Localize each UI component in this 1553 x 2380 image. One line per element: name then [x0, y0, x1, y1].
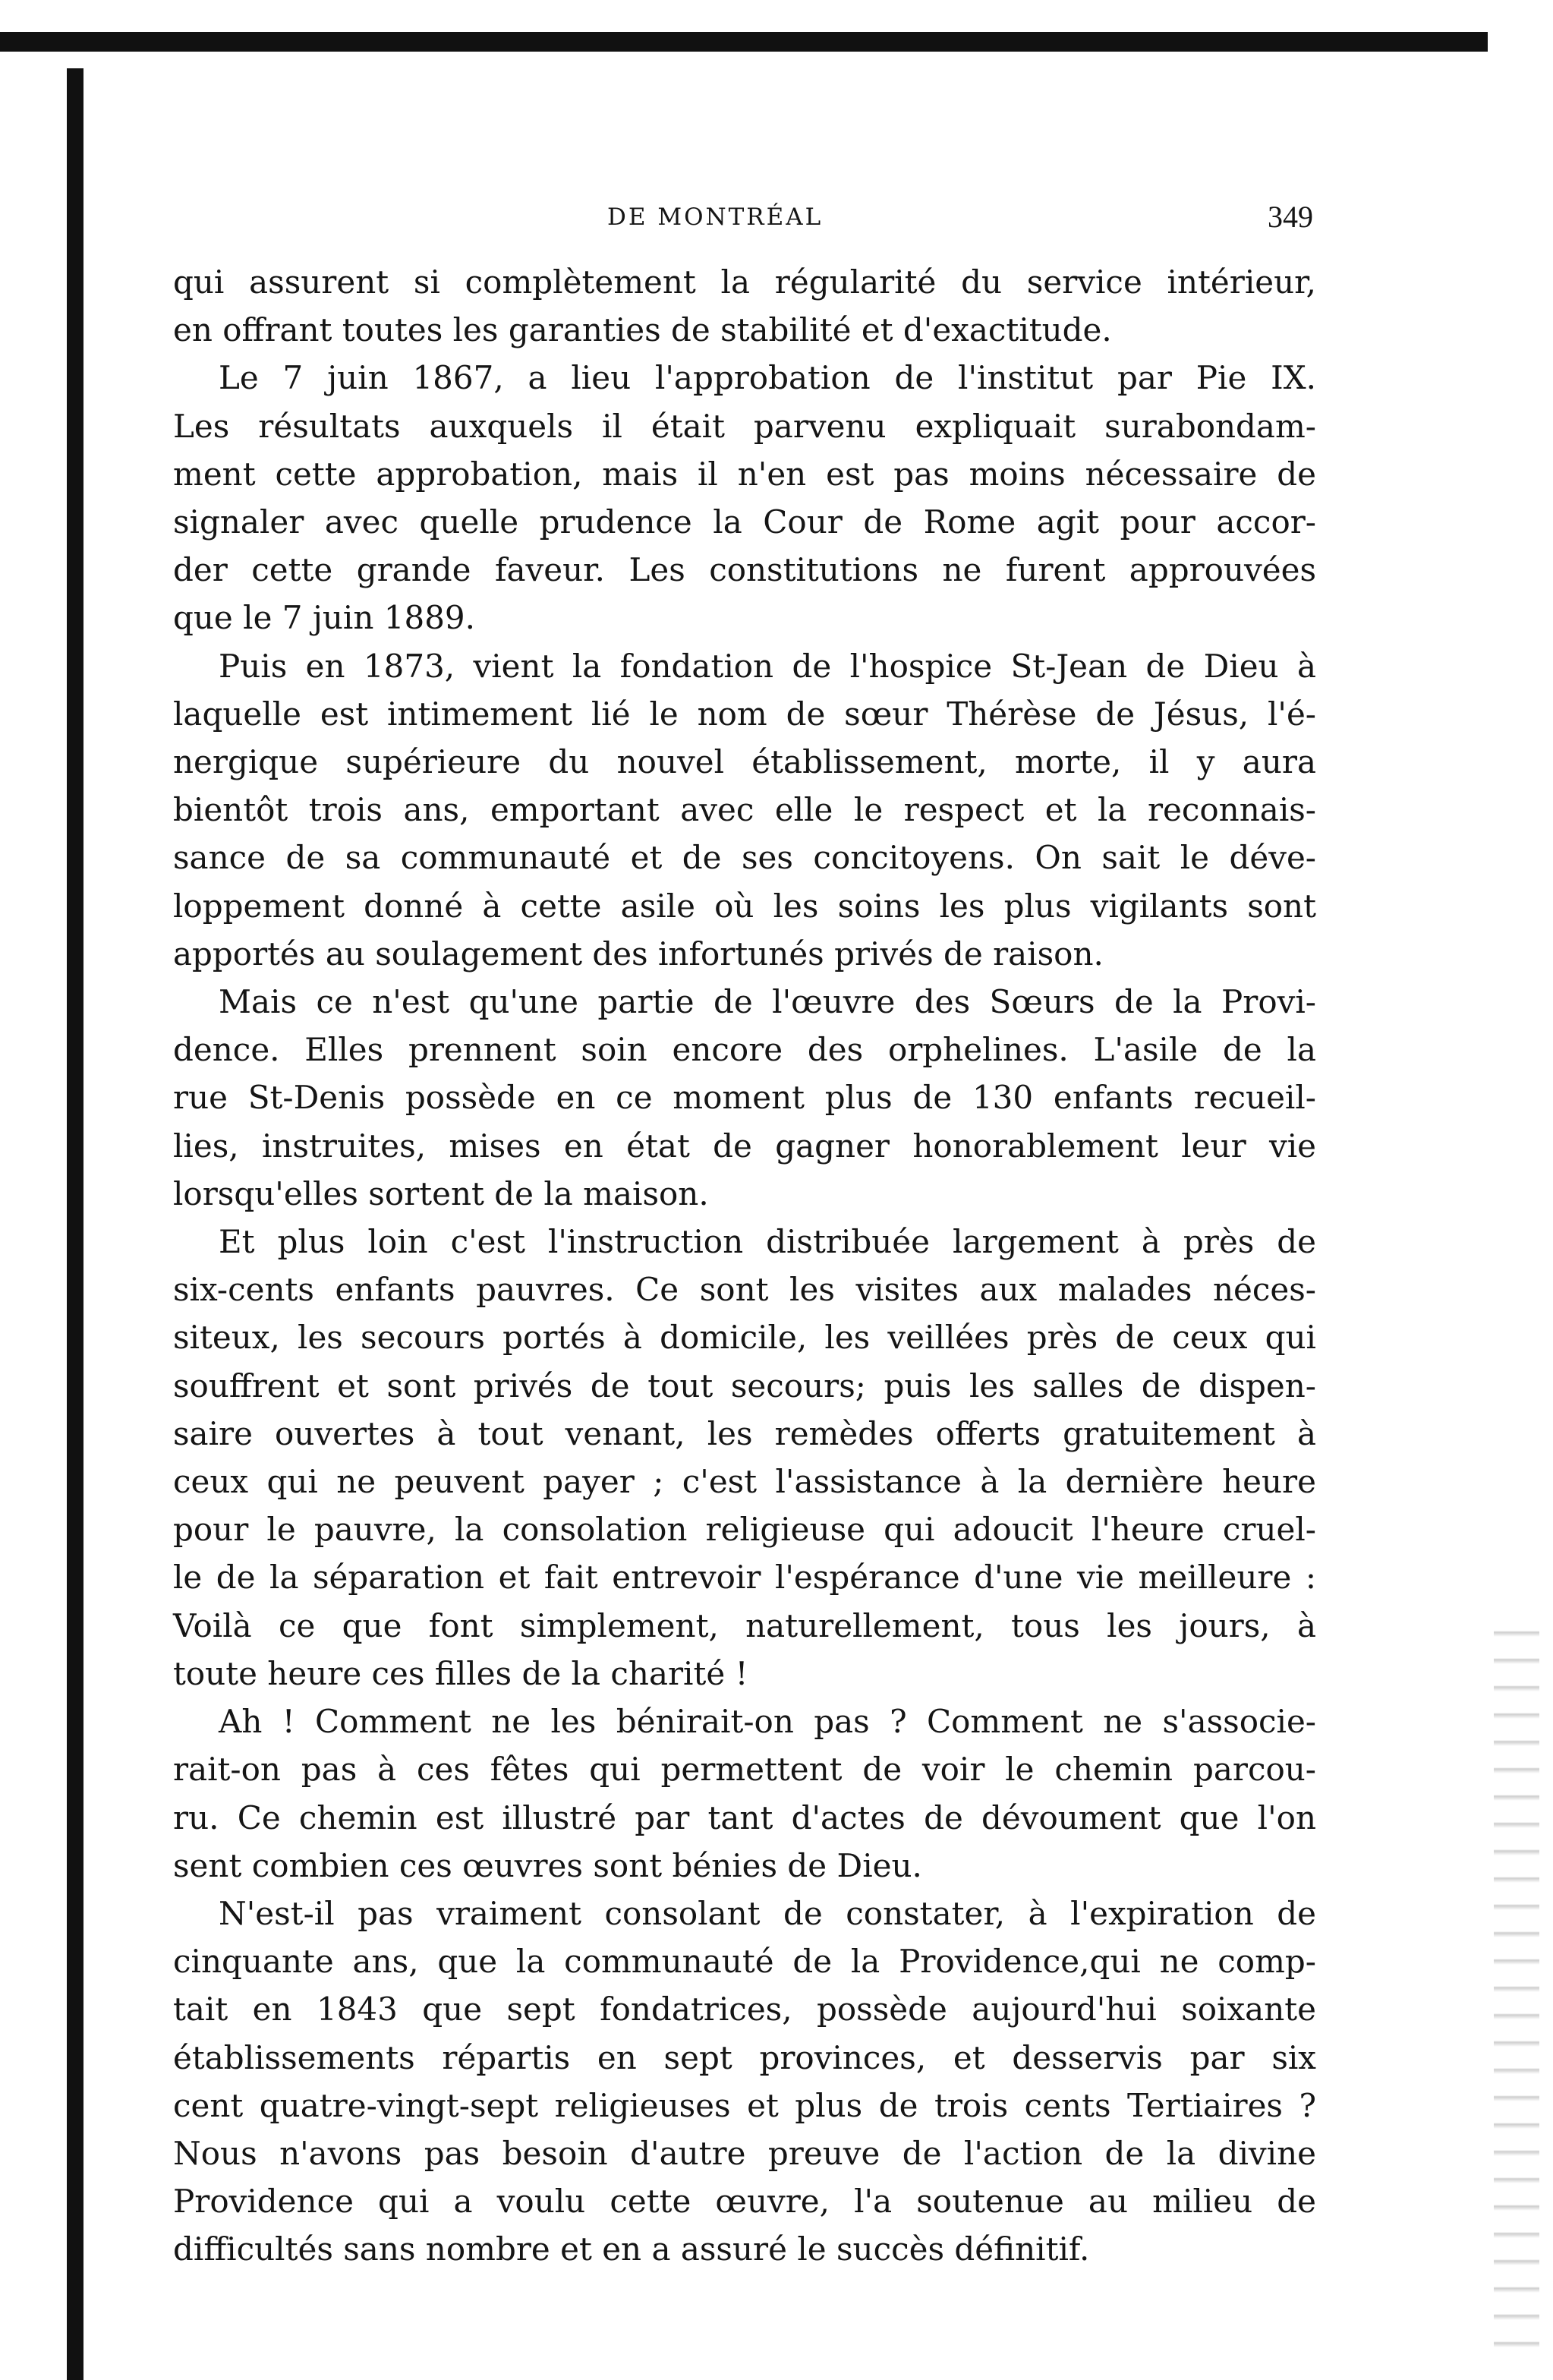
- text-line: que le 7 juin 1889.: [173, 599, 475, 637]
- text-line: établissements répartis en sept provinces, et desservis par six: [173, 2038, 1316, 2076]
- text-line: rue St-Denis possède en ce moment plus de 130 enfants recueil-: [173, 1079, 1316, 1117]
- text-line: lorsqu'elles sortent de la maison.: [173, 1174, 709, 1212]
- paragraph: [173, 258, 1316, 354]
- text-line: le de la séparation et fait entrevoir l'espérance d'une vie meilleure :: [173, 1559, 1316, 1597]
- scan-top-border: [0, 32, 1488, 52]
- text-line: cent quatre-vingt-sept religieuses et plus de trois cents Tertiaires ?: [173, 2086, 1316, 2124]
- text-line: loppement donné à cette asile où les soins les plus vigilants sont: [173, 887, 1316, 925]
- text-line: Mais ce n'est qu'une partie de l'œuvre des Sœurs de la Provi-: [219, 983, 1316, 1021]
- paragraph: [173, 642, 1316, 978]
- text-line: Ah ! Comment ne les bénirait-on pas ? Comment ne s'associe-: [219, 1703, 1316, 1741]
- text-line: cinquante ans, que la communauté de la Providence,qui ne comp-: [173, 1943, 1316, 1981]
- text-line: nergique supérieure du nouvel établissement, morte, il y aura: [173, 743, 1316, 781]
- text-line: difficultés sans nombre et en a assuré le succès définitif.: [173, 2230, 1090, 2268]
- text-line: en offrant toutes les garanties de stabilité et d'exactitude.: [173, 311, 1112, 349]
- text-line: six-cents enfants pauvres. Ce sont les visites aux malades néces-: [173, 1271, 1316, 1309]
- page-header: [175, 199, 1313, 237]
- text-line: ment cette approbation, mais il n'en est pas moins nécessaire de: [173, 455, 1316, 493]
- text-line: tait en 1843 que sept fondatrices, possède aujourd'hui soixante: [173, 1991, 1316, 2029]
- text-line: lies, instruites, mises en état de gagner honorablement leur vie: [173, 1127, 1316, 1165]
- text-line: qui assurent si complètement la régularité du service intérieur,: [173, 263, 1316, 301]
- paragraph: [173, 354, 1316, 641]
- text-line: siteux, les secours portés à domicile, les veillées près de ceux qui: [173, 1319, 1316, 1357]
- scan-left-border: [67, 68, 83, 2380]
- text-line: Nous n'avons pas besoin d'autre preuve de l'action de la divine: [173, 2134, 1316, 2172]
- text-line: Les résultats auxquels il était parvenu expliquait surabondam-: [173, 407, 1316, 445]
- text-line: dence. Elles prennent soin encore des orphelines. L'asile de la: [173, 1031, 1316, 1069]
- text-line: pour le pauvre, la consolation religieuse qui adoucit l'heure cruel-: [173, 1511, 1316, 1549]
- text-line: laquelle est intimement lié le nom de sœur Thérèse de Jésus, l'é-: [173, 695, 1316, 733]
- page-number: 349: [1268, 200, 1313, 234]
- text-line: sance de sa communauté et de ses concitoyens. On sait le déve-: [173, 839, 1316, 877]
- text-line: Le 7 juin 1867, a lieu l'approbation de l'institut par Pie IX.: [219, 359, 1316, 397]
- text-line: rait-on pas à ces fêtes qui permettent de voir le chemin parcou-: [173, 1751, 1316, 1789]
- paragraph: [173, 978, 1316, 1218]
- text-line: Puis en 1873, vient la fondation de l'hospice St-Jean de Dieu à: [219, 647, 1316, 685]
- paragraph: [173, 1890, 1316, 2274]
- text-line: apportés au soulagement des infortunés privés de raison.: [173, 935, 1104, 972]
- text-line: der cette grande faveur. Les constitutions ne furent approuvées: [173, 551, 1316, 589]
- text-line: bientôt trois ans, emportant avec elle le respect et la reconnais-: [173, 791, 1316, 829]
- paragraph: [173, 1698, 1316, 1890]
- text-line: Voilà ce que font simplement, naturellement, tous les jours, à: [173, 1606, 1316, 1644]
- text-line: N'est-il pas vraiment consolant de constater, à l'expiration de: [219, 1894, 1316, 1932]
- text-line: Et plus loin c'est l'instruction distribuée largement à près de: [219, 1223, 1316, 1261]
- text-line: sent combien ces œuvres sont bénies de Dieu.: [173, 1846, 922, 1884]
- text-line: souffrent et sont privés de tout secours; puis les salles de dispen-: [173, 1367, 1316, 1404]
- scan-edge-noise: [1494, 1609, 1539, 2361]
- text-line: toute heure ces filles de la charité !: [173, 1654, 748, 1692]
- text-line: ceux qui ne peuvent payer ; c'est l'assistance à la dernière heure: [173, 1463, 1316, 1501]
- text-line: Providence qui a voulu cette œuvre, l'a soutenue au milieu de: [173, 2183, 1316, 2221]
- running-title: DE MONTRÉAL: [607, 203, 824, 231]
- text-line: signaler avec quelle prudence la Cour de Rome agit pour accor-: [173, 503, 1316, 541]
- text-line: saire ouvertes à tout venant, les remèdes offerts gratuitement à: [173, 1414, 1316, 1452]
- paragraph: [173, 1218, 1316, 1698]
- text-line: ru. Ce chemin est illustré par tant d'actes de dévoument que l'on: [173, 1798, 1316, 1836]
- page-body: [173, 258, 1316, 2274]
